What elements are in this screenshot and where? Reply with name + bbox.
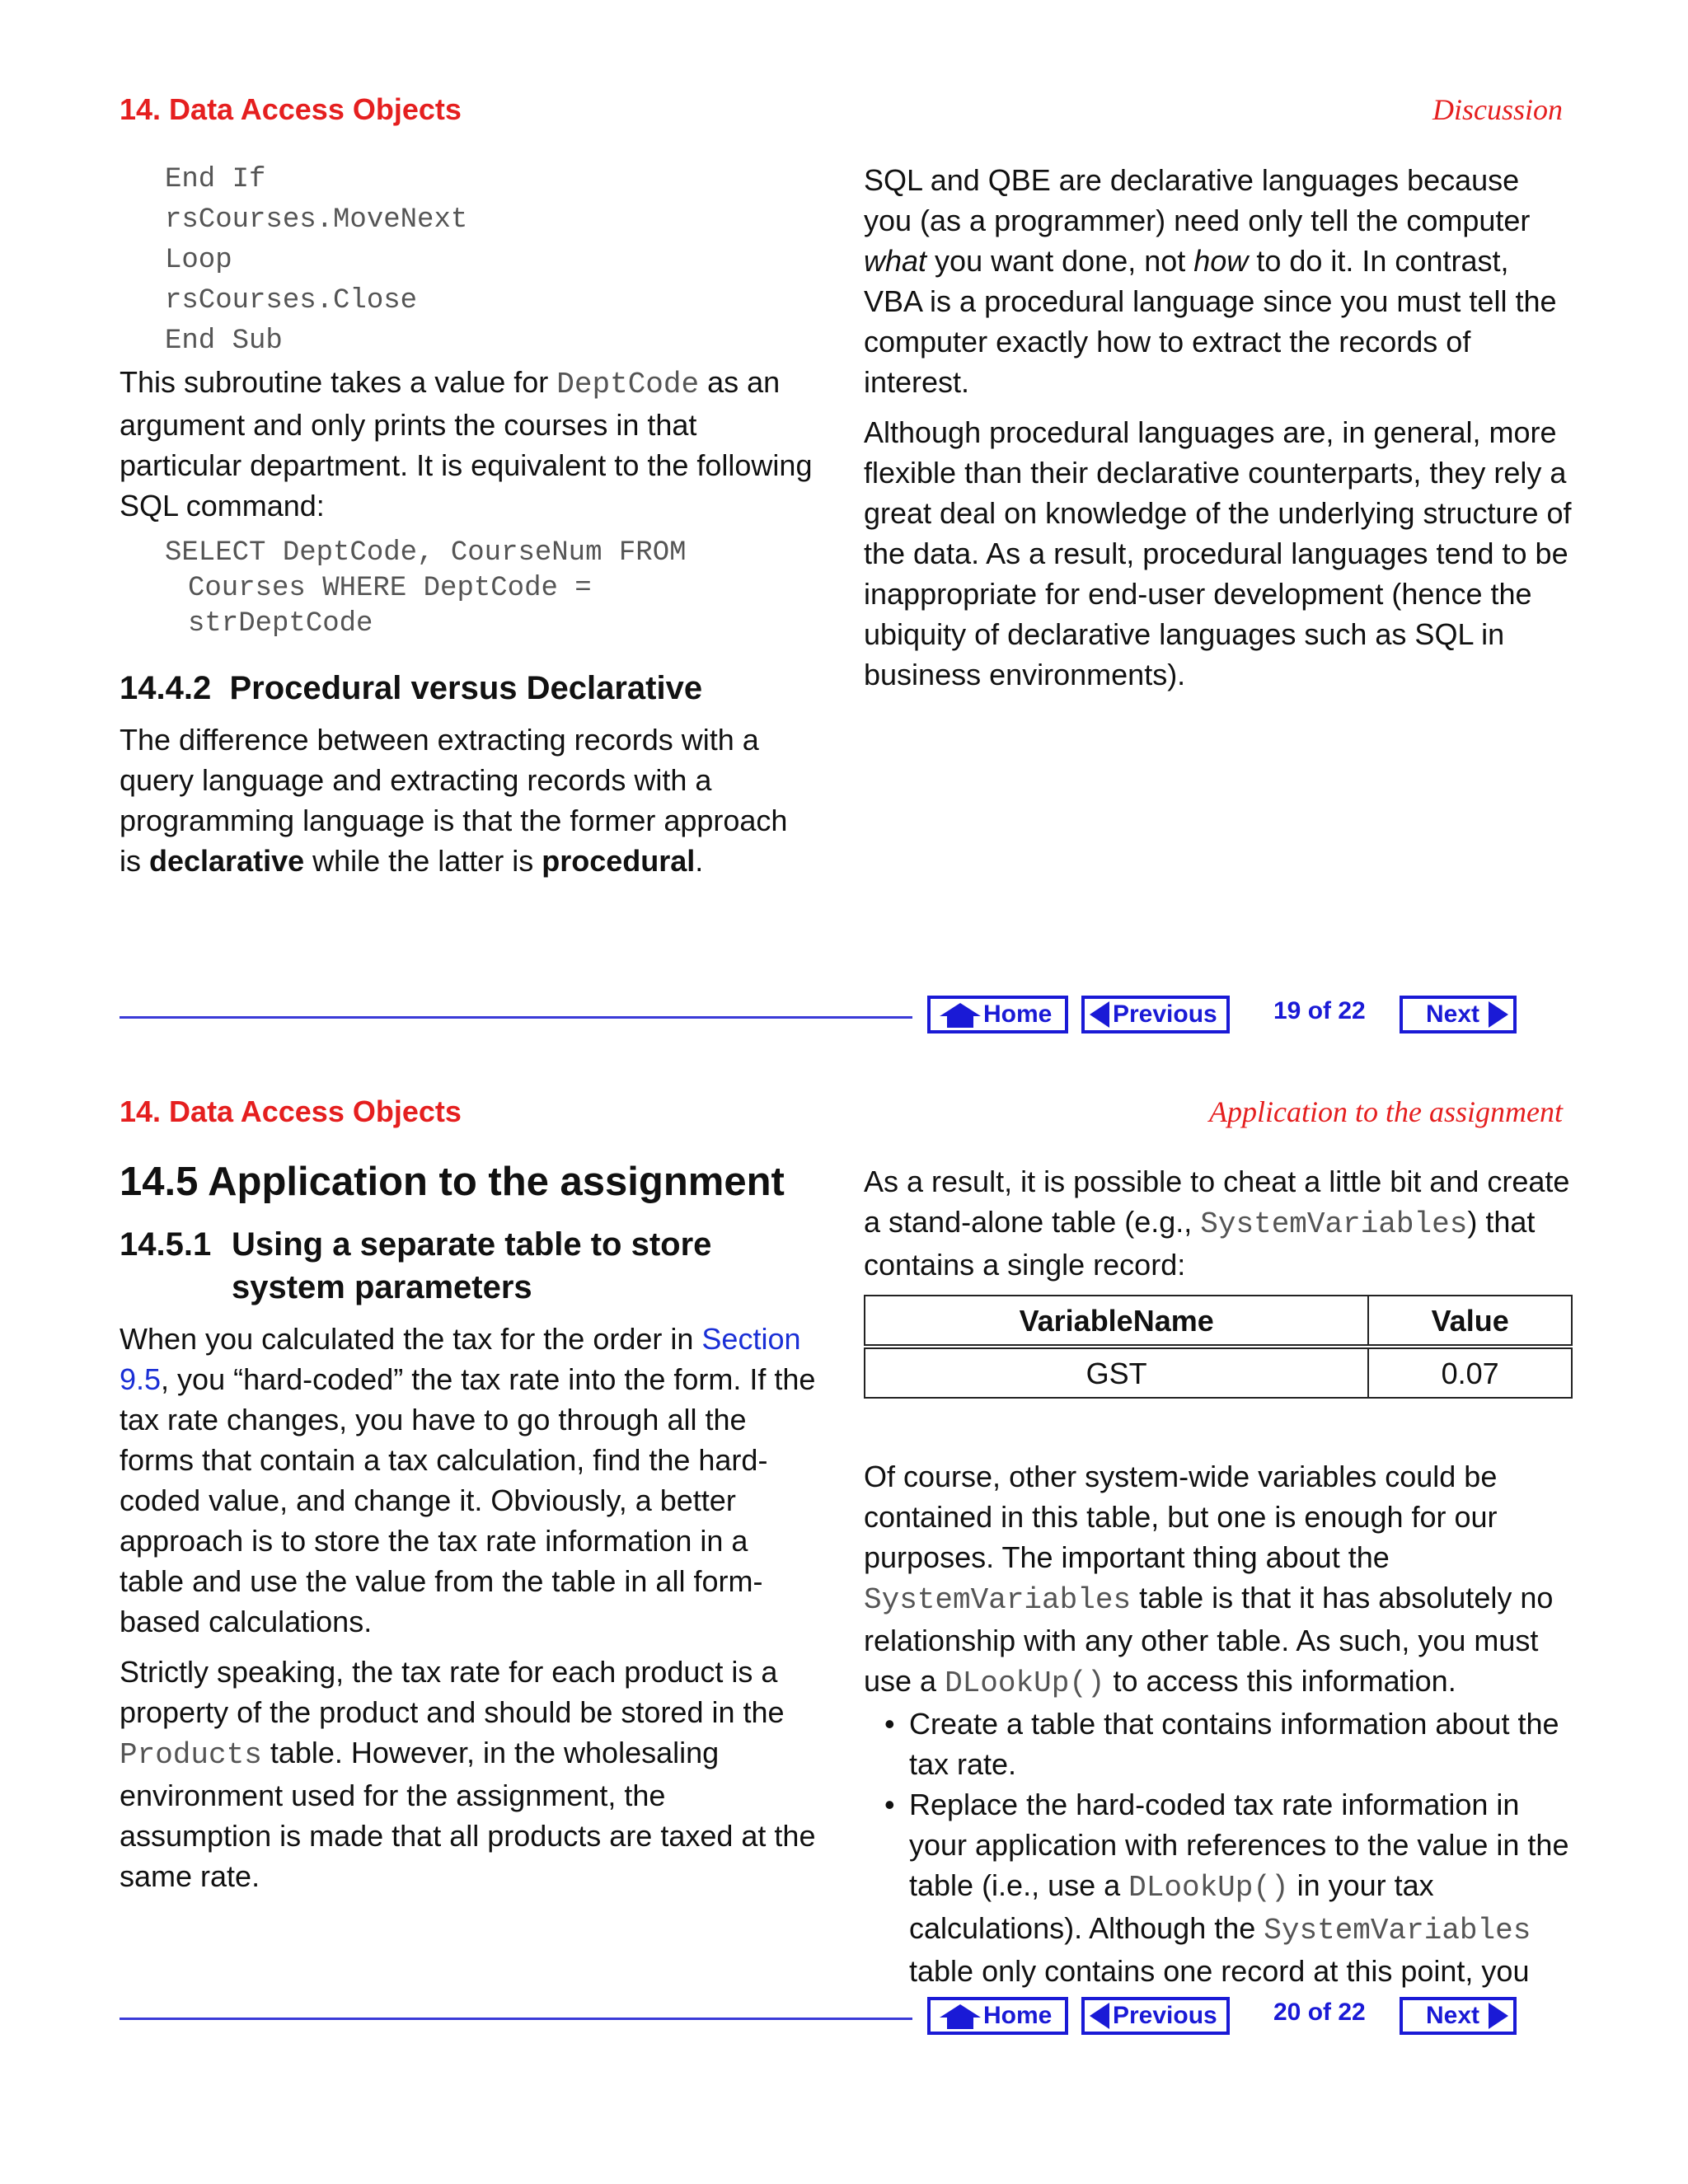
next-label: Next	[1426, 2002, 1480, 2029]
section-title: Discussion	[1432, 93, 1563, 126]
arrow-right-icon	[1489, 1001, 1508, 1028]
inline-code: SystemVariables	[1264, 1914, 1531, 1947]
code-line: rsCourses.MoveNext	[165, 204, 468, 236]
text: in your tax calculations). Although the	[909, 1868, 1434, 1945]
paragraph	[864, 1161, 1573, 1285]
home-button[interactable]	[927, 1997, 1068, 2035]
next-label: Next	[1426, 1001, 1480, 1028]
text: This subroutine takes a value for	[120, 365, 557, 399]
code-line: End Sub	[165, 326, 283, 357]
heading-text: Using a separate table to store system parameters	[232, 1226, 712, 1305]
inline-code: SystemVariables	[1200, 1207, 1468, 1241]
table-header-row	[865, 1296, 1572, 1347]
list-item	[884, 1704, 1573, 1784]
inline-code: DLookUp()	[1128, 1871, 1289, 1905]
text: table is that it has absolutely no relationship with any other table. As such, you must use a	[864, 1581, 1554, 1698]
text: ) that contains a single record:	[864, 1205, 1536, 1282]
chapter-title: 14. Data Access Objects	[120, 92, 462, 126]
heading-text: Procedural versus Declarative	[229, 670, 703, 706]
italic-text: what	[864, 244, 927, 278]
previous-button[interactable]	[1081, 996, 1230, 1033]
text: Replace the hard-coded tax rate information in your application with references to the value in the table (i.e., use a	[909, 1788, 1569, 1902]
text: table only contains one record at this point, you	[909, 1954, 1530, 1988]
paragraph	[120, 1319, 816, 1642]
text: Create a table that contains information about the tax rate.	[909, 1707, 1559, 1781]
right-column	[864, 1161, 1573, 1991]
page-footer	[120, 991, 1529, 1041]
text: to access this information.	[1104, 1664, 1456, 1698]
left-column	[120, 1157, 816, 1906]
left-column	[120, 160, 816, 891]
sql-block	[165, 536, 816, 642]
section-heading: 14.5 Application to the assignment	[120, 1160, 785, 1204]
home-label: Home	[983, 1001, 1053, 1028]
variables-table	[864, 1295, 1573, 1399]
paragraph	[120, 1652, 816, 1896]
inline-code: DLookUp()	[945, 1666, 1105, 1700]
code-line: SELECT DeptCode, CourseNum FROM	[165, 537, 687, 569]
code-line: Courses WHERE DeptCode =	[188, 573, 592, 604]
text: to do it. In contrast, VBA is a procedural language since you must tell the computer exactly how to extract the records of interest.	[864, 244, 1557, 399]
inline-code: DeptCode	[556, 368, 700, 401]
page-number: 19 of 22	[1273, 997, 1366, 1024]
table-cell: 0.07	[1368, 1347, 1572, 1398]
page-footer	[120, 1993, 1529, 2042]
footer-rule	[120, 1016, 912, 1019]
text: while the latter is	[304, 844, 542, 878]
paragraph	[864, 1456, 1573, 1704]
previous-button[interactable]	[1081, 1997, 1230, 2035]
paragraph	[120, 719, 816, 881]
text: you want done, not	[926, 244, 1194, 278]
bullet-list	[864, 1704, 1573, 1991]
previous-label: Previous	[1113, 2002, 1217, 2029]
list-item	[884, 1784, 1573, 1991]
text: table. However, in the wholesaling environment used for the assignment, the assumption is made that all products are taxed at the same rate.	[120, 1736, 816, 1893]
heading-number: 14.4.2	[120, 670, 212, 706]
code-block	[165, 160, 816, 362]
text: As a result, it is possible to cheat a little bit and create a stand-alone table (e.g.,	[864, 1165, 1570, 1239]
table-header: VariableName	[865, 1296, 1368, 1347]
bold-text: declarative	[149, 844, 305, 878]
arrow-left-icon	[1090, 2003, 1109, 2029]
subsection-heading	[120, 1223, 816, 1309]
home-icon	[939, 1002, 982, 1029]
paragraph	[120, 362, 816, 526]
footer-rule	[120, 2018, 912, 2020]
text: as an argument and only prints the courses in that particular department. It is equivalent to the following SQL command:	[120, 365, 813, 523]
previous-label: Previous	[1113, 1001, 1217, 1028]
arrow-right-icon	[1489, 2003, 1508, 2029]
code-line: Loop	[165, 245, 232, 276]
table-header: Value	[1368, 1296, 1572, 1347]
bold-text: procedural	[542, 844, 696, 878]
code-line: End If	[165, 164, 266, 195]
page-number: 20 of 22	[1273, 1999, 1366, 2026]
section-link[interactable]: Section 9.5	[120, 1322, 801, 1396]
text: Of course, other system-wide variables could be contained in this table, but one is enough for our purposes. The important thing about the	[864, 1460, 1498, 1574]
table-cell: GST	[865, 1347, 1368, 1398]
inline-code: Products	[120, 1738, 262, 1772]
table-row	[865, 1347, 1572, 1398]
home-icon	[939, 2004, 982, 2030]
inline-code: SystemVariables	[864, 1583, 1132, 1617]
next-button[interactable]	[1400, 1997, 1517, 2035]
text: When you calculated the tax for the order in	[120, 1322, 702, 1356]
home-label: Home	[983, 2002, 1053, 2029]
section-title: Application to the assignment	[1209, 1095, 1563, 1128]
text: .	[695, 844, 704, 878]
text: Strictly speaking, the tax rate for each product is a property of the product and should be stored in the	[120, 1655, 785, 1729]
bullet-icon: •	[884, 1707, 895, 1741]
paragraph	[864, 160, 1573, 402]
right-column	[864, 160, 1573, 705]
bullet-icon: •	[884, 1788, 895, 1821]
heading-number: 14.5.1	[120, 1226, 212, 1263]
next-button[interactable]	[1400, 996, 1517, 1033]
italic-text: how	[1193, 244, 1249, 278]
code-line: strDeptCode	[188, 608, 373, 640]
paragraph: Although procedural languages are, in general, more flexible than their declarative counterparts, they rely a great deal on knowledge of the underlying structure of the data. As a result, procedural languages tend to be inappropriate for end-user development (hence the ubiquity of declarative languages such as SQL in business environments).	[864, 415, 1572, 691]
text: The difference between extracting records with a query language and extracting records with a programming language is that the former approach is	[120, 723, 788, 878]
arrow-left-icon	[1090, 1001, 1109, 1028]
code-line: rsCourses.Close	[165, 285, 418, 316]
home-button[interactable]	[927, 996, 1068, 1033]
text: , you “hard-coded” the tax rate into the form. If the tax rate changes, you have to go through all the forms that contain a tax calculation, find the hard-coded value, and change it. Obviously, a better approach is to store the tax rate information in a table and use the value from the table in all form-based calculations.	[120, 1362, 816, 1638]
text: SQL and QBE are declarative languages because you (as a programmer) need only tell the computer	[864, 163, 1531, 237]
chapter-title: 14. Data Access Objects	[120, 1094, 462, 1128]
subsection-heading	[120, 667, 816, 710]
